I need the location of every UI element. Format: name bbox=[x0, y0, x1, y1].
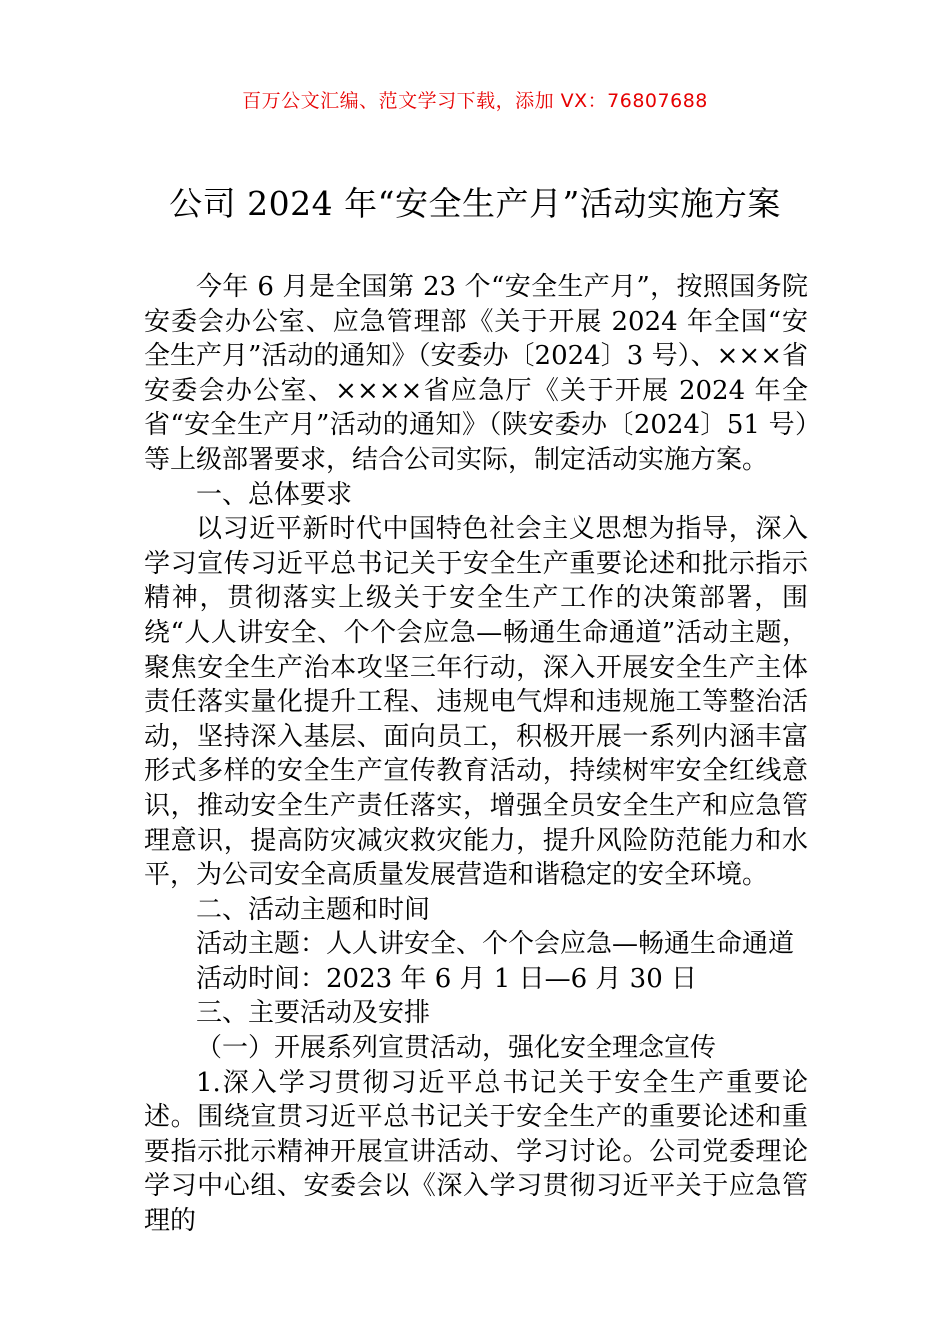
header-note: 百万公文汇编、范文学习下载，添加 VX：76807688 bbox=[242, 90, 708, 112]
paragraph-activity-theme: 活动主题：人人讲安全、个个会应急—畅通生命通道 bbox=[196, 929, 795, 960]
heading-general-requirements: 一、总体要求 bbox=[196, 479, 353, 510]
paragraph-item-1: 1.深入学习贯彻习近平总书记关于安全生产重要论述。围绕宣贯习近平总书记关于安全生产的重要论述和重要指示批示精神开展宣讲活动、学习讨论。公司党委理论学习中心组、安委会以《深入学习贯彻习近平关于应急管理的 bbox=[144, 1067, 808, 1237]
document-body bbox=[144, 270, 808, 1239]
document-title: 公司 2024 年“安全生产月”活动实施方案 bbox=[169, 184, 781, 223]
heading-main-activities: 三、主要活动及安排 bbox=[196, 998, 431, 1029]
paragraph-activity-time: 活动时间：2023 年 6 月 1 日—6 月 30 日 bbox=[196, 963, 697, 994]
heading-theme-and-time: 二、活动主题和时间 bbox=[196, 894, 431, 925]
paragraph-general-requirements: 以习近平新时代中国特色社会主义思想为指导，深入学习宣传习近平总书记关于安全生产重要论述和批示指示精神，贯彻落实上级关于安全生产工作的决策部署，围绕“人人讲安全、个个会应急—畅通生命通道”活动主题，聚焦安全生产治本攻坚三年行动，深入开展安全生产主体责任落实量化提升工程、违规电气焊和违规施工等整治活动，坚持深入基层、面向员工，积极开展一系列内涵丰富形式多样的安全生产宣传教育活动，持续树牢安全红线意识，推动安全生产责任落实，增强全员安全生产和应急管理意识，提高防灾减灾救灾能力，提升风险防范能力和水平，为公司安全高质量发展营造和谐稳定的安全环境。 bbox=[144, 514, 808, 891]
subheading-promotion: （一）开展系列宣贯活动，强化安全理念宣传 bbox=[196, 1033, 717, 1064]
paragraph-intro: 今年 6 月是全国第 23 个“安全生产月”，按照国务院安委会办公室、应急管理部《关于开展 2024 年全国“安全生产月”活动的通知》（安委办〔2024〕3 号）、×××省安委会办公室、××××省应急厅《关于开展 2024 年全省“安全生产月”活动的通知》（陕安委办〔2024〕51 号）等上级部署要求，结合公司实际，制定活动实施方案。 bbox=[144, 272, 808, 475]
